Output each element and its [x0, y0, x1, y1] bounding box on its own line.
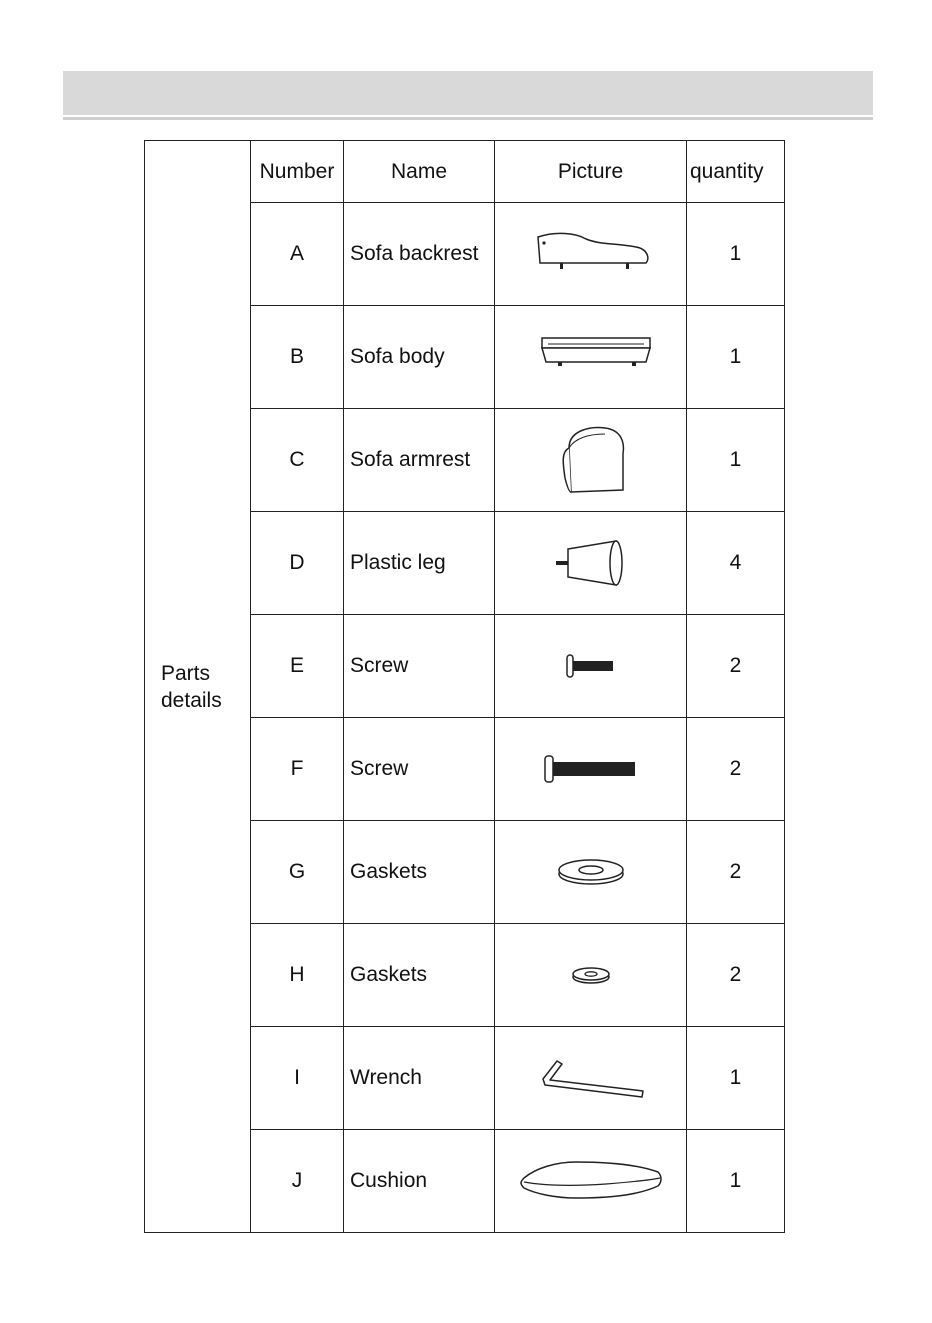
part-picture — [495, 718, 687, 821]
part-quantity: 1 — [687, 306, 785, 409]
large-gasket-icon — [551, 854, 631, 890]
part-number: J — [251, 1130, 344, 1233]
part-picture — [495, 924, 687, 1027]
part-picture — [495, 409, 687, 512]
part-quantity: 1 — [687, 1130, 785, 1233]
wrench-icon — [531, 1053, 651, 1103]
table-header-row — [145, 141, 785, 203]
column-header-picture: Picture — [495, 141, 687, 203]
part-quantity: 2 — [687, 821, 785, 924]
part-name: Screw — [344, 718, 495, 821]
short-screw-icon — [561, 651, 621, 681]
part-quantity: 2 — [687, 718, 785, 821]
plastic-leg-icon — [546, 535, 636, 591]
part-number: D — [251, 512, 344, 615]
part-quantity: 1 — [687, 203, 785, 306]
part-name: Wrench — [344, 1027, 495, 1130]
part-picture — [495, 615, 687, 718]
part-picture — [495, 1027, 687, 1130]
part-name: Gaskets — [344, 821, 495, 924]
part-number: H — [251, 924, 344, 1027]
sofa-backrest-icon — [526, 229, 656, 279]
cushion-icon — [516, 1156, 666, 1206]
part-number: A — [251, 203, 344, 306]
parts-table — [144, 140, 785, 1233]
part-name: Gaskets — [344, 924, 495, 1027]
part-picture — [495, 821, 687, 924]
part-number: C — [251, 409, 344, 512]
part-quantity: 2 — [687, 924, 785, 1027]
part-quantity: 1 — [687, 409, 785, 512]
column-header-number: Number — [251, 141, 344, 203]
part-number: B — [251, 306, 344, 409]
section-label-cell — [145, 141, 251, 1233]
part-name: Cushion — [344, 1130, 495, 1233]
part-picture — [495, 306, 687, 409]
header-rule — [63, 117, 873, 120]
sofa-body-icon — [526, 332, 656, 382]
part-number: I — [251, 1027, 344, 1130]
header-band — [63, 71, 873, 115]
part-number: E — [251, 615, 344, 718]
part-number: G — [251, 821, 344, 924]
column-header-name: Name — [344, 141, 495, 203]
part-quantity: 2 — [687, 615, 785, 718]
small-gasket-icon — [566, 963, 616, 987]
part-name: Sofa backrest — [344, 203, 495, 306]
part-picture — [495, 203, 687, 306]
long-screw-icon — [541, 752, 641, 786]
part-name: Screw — [344, 615, 495, 718]
column-header-quantity: quantity — [687, 141, 785, 203]
part-quantity: 1 — [687, 1027, 785, 1130]
section-label-line-1: Parts — [161, 661, 211, 685]
part-number: F — [251, 718, 344, 821]
part-name: Plastic leg — [344, 512, 495, 615]
part-picture — [495, 1130, 687, 1233]
part-name: Sofa armrest — [344, 409, 495, 512]
section-label-line-2: details — [161, 688, 222, 712]
part-picture — [495, 512, 687, 615]
part-quantity: 4 — [687, 512, 785, 615]
sofa-armrest-icon — [541, 420, 641, 500]
part-name: Sofa body — [344, 306, 495, 409]
